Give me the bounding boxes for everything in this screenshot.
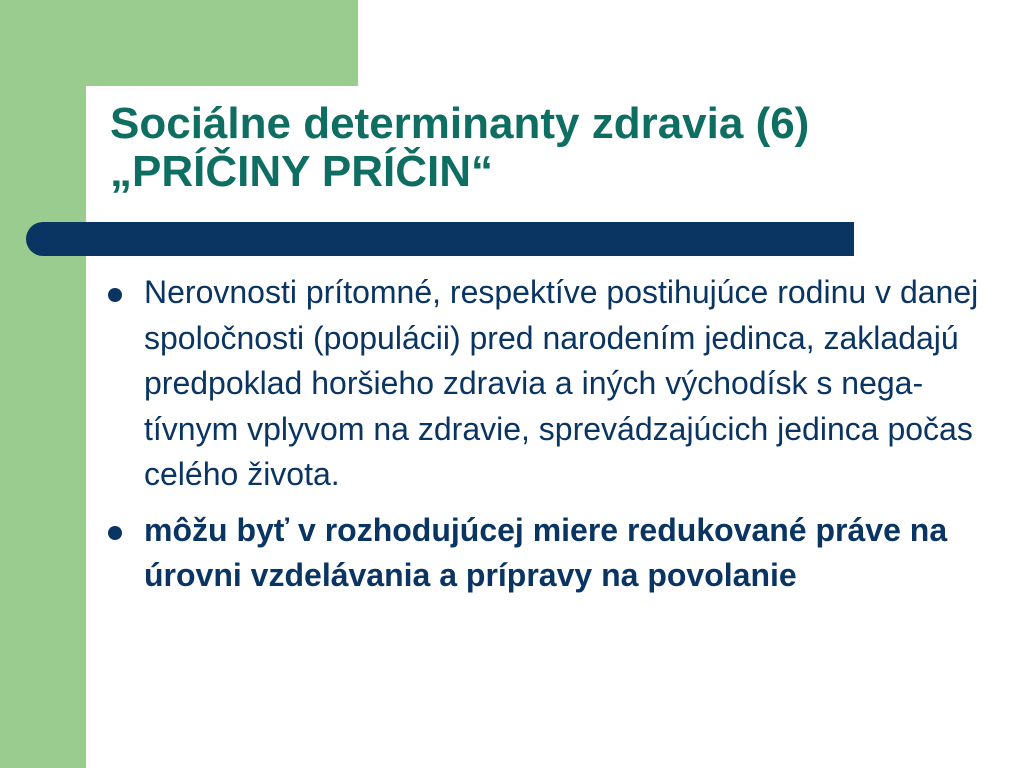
slide-title <box>110 100 1010 196</box>
bullet-text-1: Nerovnosti prítomné, respektíve postihujúce rodinu v danej spoločnosti (populácii) pred narodením jedinca, zakladajú predpoklad horšieho zdravia a iných východísk s nega-tívnym vplyvom na zdravie, sprevádzajúcich jedinca počas celého života. <box>144 274 979 492</box>
green-left-panel <box>0 0 86 768</box>
slide-title-line-1: Sociálne determinanty zdravia (6) <box>110 99 810 148</box>
bullet-dot-icon <box>108 526 122 540</box>
bullet-list <box>106 270 986 599</box>
bullet-item-1 <box>106 270 986 498</box>
slide-title-line-2: „PRÍČINY PRÍČIN“ <box>110 147 494 196</box>
bullet-item-2 <box>106 508 986 599</box>
bullet-dot-icon <box>108 288 122 302</box>
bullet-text-2: môžu byť v rozhodujúcej miere redukované práve na úrovni vzdelávania a prípravy na povolanie <box>144 511 948 593</box>
title-divider-bar <box>26 222 854 256</box>
